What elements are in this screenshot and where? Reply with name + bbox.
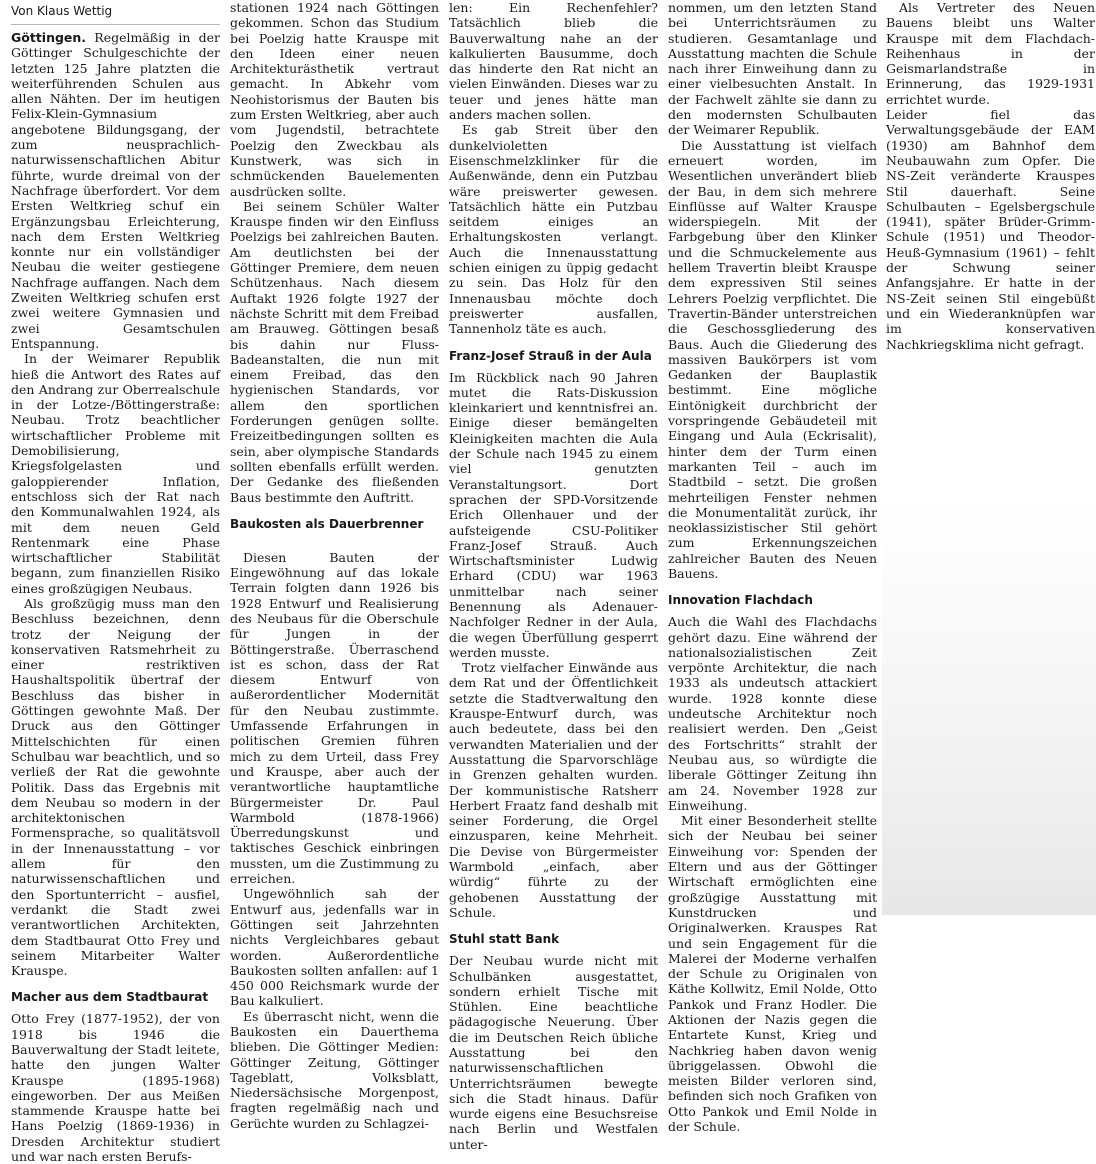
background-image-fade	[882, 500, 1096, 915]
paragraph-text: Regelmäßig in der Göttinger Schulgeschichte der letzten 125 Jahre platzten die weiterführenden Schulen aus allen Nähten. Der im heutigen Felix-Klein-Gymnasium angebotene Bildungsgang, der zum neusprachlich-naturwissenschaftlichen Abitur führte, wurde dreimal von der Nachfrage überfordert. Vor dem Ersten Weltkrieg schuf ein Ergänzungsbau Erleichterung, nach dem Ersten Weltkrieg konnte nur ein vollständiger Neubau die weiter gestiegene Nachfrage auffangen. Nach dem Zweiten Weltkrieg schufen erst zwei weitere Gymnasien und zwei Gesamtschulen Entspannung.	[11, 30, 220, 351]
paragraph: Diesen Bauten der Eingewöhnung auf das lokale Terrain folgten dann 1926 bis 1928 Entwurf und Realisierung des Neubaus für die Oberschule für Jungen in der Böttingerstraße. Überraschend ist es schon, dass der Rat diesem Entwurf von außerordentlicher Modernität für den Neubau zustimmte. Umfassende Erfahrungen in politischen Gremien führen mich zu dem Urteil, dass Frey und Krauspe, aber auch der verantwortliche hauptamtliche Bürgermeister Dr. Paul Warmbold (1878-1966) Überredungskunst und taktisches Geschick einbringen mussten, um die Zustimmung zu erreichen.	[230, 549, 439, 887]
paragraph: Auch die Wahl des Flachdachs gehört dazu. Eine während der nationalsozialistischen Zeit verpönte Architektur, die nach 1933 als undeutsch attackiert wurde. 1928 konnte diese undeutsche Architektur noch realisiert werden. Den „Geist des Fortschritts“ strahlt der Neubau aus, so würdigte die liberale Göttinger Zeitung ihn am 24. November 1928 zur Einweihung.	[668, 614, 877, 813]
paragraph: Im Rückblick nach 90 Jahren mutet die Rats-Diskussion kleinkariert und kenntnisfrei an. Einige dieser bemängelten Kleinigkeiten machten die Aula der Schule nach 1945 zu einem viel genutzten Veranstaltungsort. Dort sprachen der SPD-Vorsitzende Erich Ollenhauer und der aufsteigende CSU-Politiker Franz-Josef Strauß. Auch Wirtschaftsminister Ludwig Erhard (CDU) war 1963 unmittelbar nach seiner Benennung als Adenauer-Nachfolger Redner in der Aula, die wegen Überfüllung gesperrt werden musste.	[449, 369, 658, 660]
paragraph: Als Vertreter des Neuen Bauens bleibt uns Walter Krauspe mit dem Flachdach-Reihenhaus in der Geismarlandstraße in Erinnerung, das 1929-1931 errichtet wurde.	[886, 0, 1095, 107]
column-2	[230, 0, 439, 1131]
paragraph: Trotz vielfacher Einwände aus dem Rat und der Öffentlichkeit setzte die Stadtverwaltung den Krauspe-Entwurf durch, was auch bedeutete, dass bei den verwandten Materialien und der Ausstattung die Sparvorschläge in Grenzen gehalten wurden. Der kommunistische Ratsherr Herbert Fraatz fand deshalb mit seiner Forderung, die Orgel einzusparen, keine Mehrheit. Die Devise von Bürgermeister Warmbold „einfach, aber würdig“ führte zu der gehobenen Ausstattung der Schule.	[449, 660, 658, 920]
subheading: Franz-Josef Strauß in der Aula	[449, 348, 652, 363]
paragraph	[11, 30, 220, 351]
subheading: Innovation Flachdach	[668, 593, 813, 608]
paragraph: Der Neubau wurde nicht mit Schulbänken ausgestattet, sondern erhielt Tische mit Stühlen. Eine beachtliche pädagogische Neuerung. Über die im Deutschen Reich übliche Ausstattung bei den naturwissenschaftlichen Unterrichtsräumen bewegte sich die Stadt hinaus. Dafür wurde eigens eine Besuchsreise nach Berlin und Westfalen unter-	[449, 953, 658, 1152]
subheading: Macher aus dem Stadtbaurat	[11, 990, 209, 1005]
paragraph: Als großzügig muss man den Beschluss bezeichnen, denn trotz der Neigung der konservativen Ratsmehrheit zu einer restriktiven Haushaltspolitik übertraf der Beschluss das bisher in Göttingen gewohnte Maß. Der Druck aus den Göttinger Mittelschichten für einen Schulbau war beachtlich, und so verließ der Rat die gewohnte Politik. Dass das Ergebnis mit dem Neubau so modern in der architektonischen Formensprache, so qualitätsvoll in der Innenausstattung – vor allem für den naturwissenschaftlichen und den Sportunterricht – ausfiel, verdankt die Stadt zwei verantwortlichen Architekten, dem Stadtbaurat Otto Frey und seinem Mitarbeiter Walter Krauspe.	[11, 595, 220, 979]
column-3	[449, 0, 658, 1152]
paragraph: Bei seinem Schüler Walter Krauspe finden wir den Einfluss Poelzigs bei zahlreichen Bauten. Am deutlichsten bei der Göttinger Premiere, dem neuen Schützenhaus. Nach diesem Auftakt 1926 folgte 1927 der nächste Schritt mit dem Freibad am Brauweg. Göttingen besaß bis dahin nur Fluss-Badeanstalten, die nun mit einem Freibad, das den hygienischen Standards, vor allem den sportlichen Forderungen genügen sollte. Freizeitbedingungen sollten es sein, aber olympische Standards sollten ebenfalls erfüllt werden. Der Gedanke des fließenden Baus bestimmte den Auftritt.	[230, 198, 439, 505]
paragraph: In der Weimarer Republik hieß die Antwort des Rates auf den Andrang zur Oberrealschule in der Lotze-/Böttingerstraße: Neubau. Trotz beachtlicher wirtschaftlicher Probleme mit Demobilisierung, Kriegsfolgelasten und galoppierender Inflation, entschloss sich der Rat nach den Kommunalwahlen 1924, als mit dem neuen Geld Rentenmark eine Phase wirtschaftlicher Stabilität begann, zum finanziellen Risiko eines großzügigen Neubaus.	[11, 351, 220, 596]
paragraph: Es gab Streit über den dunkelvioletten Eisenschmelzklinker für die Außenwände, denn ein Putzbau wäre preiswerter gewesen. Tatsächlich hätte ein Putzbau seitdem einiges an Erhaltungskosten verlangt. Auch die Innenausstattung schien einigen zu üppig gedacht zu sein. Das Holz für den Innenausbau möchte doch preiswerter ausfallen, Tannenholz täte es auch.	[449, 122, 658, 337]
column-4	[668, 0, 877, 1134]
paragraph: Mit einer Besonderheit stellte sich der Neubau bei seiner Einweihung vor: Spenden der Eltern und aus der Göttinger Wirtschaft ermöglichten eine großzügige Ausstattung mit Kunstdrucken und Originalwerken. Krauspes Rat und sein Engagement für die Malerei der Moderne verhalfen der Schule zu Originalen von Käthe Kollwitz, Emil Nolde, Otto Pankok und Franz Hodler. Die Aktionen der Nazis gegen die Entartete Kunst, Krieg und Nachkrieg haben davon wenig übriggelassen. Obwohl die meisten Bilder verloren sind, befinden sich noch Grafiken von Otto Pankok und Emil Nolde in der Schule.	[668, 813, 877, 1135]
subheading: Baukosten als Dauerbrenner	[230, 516, 424, 531]
dateline: Göttingen.	[11, 30, 87, 45]
paragraph: Die Ausstattung ist vielfach erneuert worden, im Wesentlichen unverändert blieb der Bau, in dem sich mehrere Einflüsse auf Walter Krauspe widerspiegeln. Mit der Farbgebung über den Klinker und die Schmuckelemente aus hellem Travertin bleibt Krauspe dem expressiven Stil seines Lehrers Poelzig verpflichtet. Die Travertin-Bänder unterstreichen die Geschossgliederung des Baus. Auch die Gliederung des massiven Baukörpers ist vom Gedanken der Bauplastik bestimmt. Eine mögliche Eintönigkeit durchbricht der vorspringende Gebäudeteil mit Eingang und Aula (Eckrisalit), hinter dem der Turm einen markanten Teil – auch im Stadtbild – setzt. Die großen mehrteiligen Fenster nehmen die Monumentalität zurück, ihr neoklassizistischer Stil gehört zum Erkennungszeichen zahlreicher Bauten des Neuen Bauens.	[668, 137, 877, 581]
paragraph: Ungewöhnlich sah der Entwurf aus, jedenfalls war in Göttingen seit Jahrzehnten nichts Vergleichbares gebaut worden. Außerordentliche Baukosten sollten anfallen: auf 1 450 000 Reichsmark wurde der Bau kalkuliert.	[230, 886, 439, 1009]
paragraph: Otto Frey (1877-1952), der von 1918 bis 1946 die Bauverwaltung der Stadt leitete, hatte den jungen Walter Krauspe (1895-1968) eingeworben. Der aus Meißen stammende Krauspe hatte bei Hans Poelzig (1869-1936) in Dresden Architektur studiert und war nach ersten Berufs-	[11, 1011, 220, 1164]
column-5	[886, 0, 1095, 352]
paragraph: stationen 1924 nach Göttingen gekommen. Schon das Studium bei Poelzig hatte Krauspe mit den Ideen einer neuen Architekturästhetik vertraut gemacht. In Abkehr vom Neohistorismus der Bauten bis zum Ersten Weltkrieg, aber auch vom Jugendstil, betrachtete Poelzig den Zweckbau als Kunstwerk, was sich in schmückenden Bauelementen ausdrücken sollte.	[230, 0, 439, 199]
column-1	[11, 0, 220, 1164]
byline: Von Klaus Wettig	[11, 0, 220, 25]
paragraph: Es überrascht nicht, wenn die Baukosten ein Dauerthema blieben. Die Göttinger Medien: Göttinger Zeitung, Göttinger Tageblatt, Volksblatt, Niedersächsische Morgenpost, fragten regelmäßig nach und Gerüchte wurden zu Schlagzei-	[230, 1008, 439, 1131]
subheading: Stuhl statt Bank	[449, 932, 560, 947]
paragraph: Leider fiel das Verwaltungsgebäude der EAM (1930) am Bahnhof dem Neubauwahn zum Opfer. Die NS-Zeit veränderte Krauspes Stil dauerhaft. Seine Schulbauten – Egelsbergschule (1941), später Brüder-Grimm-Schule (1951) und Theodor-Heuß-Gymnasium (1961) – fehlt der Schwung seiner Anfangsjahre. Er hatte in der NS-Zeit seinen Stil eingebüßt und ein Wiederanknüpfen war im konservativen Nachkriegsklima nicht gefragt.	[886, 107, 1095, 352]
paragraph: len: Ein Rechenfehler? Tatsächlich blieb die Bauverwaltung nahe an der kalkulierten Bausumme, doch das hinderte den Rat nicht an vielen Einwänden. Dieses war zu teuer und jenes hätte man anders machen sollen.	[449, 0, 659, 123]
paragraph: nommen, um den letzten Stand bei Unterrichtsräumen zu studieren. Gesamtanlage und Ausstattung machten die Schule nach ihrer Einweihung dann zu einer vielbesuchten Anstalt. In der Fachwelt zählte sie dann zu den modernsten Schulbauten der Weimarer Republik.	[668, 0, 877, 138]
